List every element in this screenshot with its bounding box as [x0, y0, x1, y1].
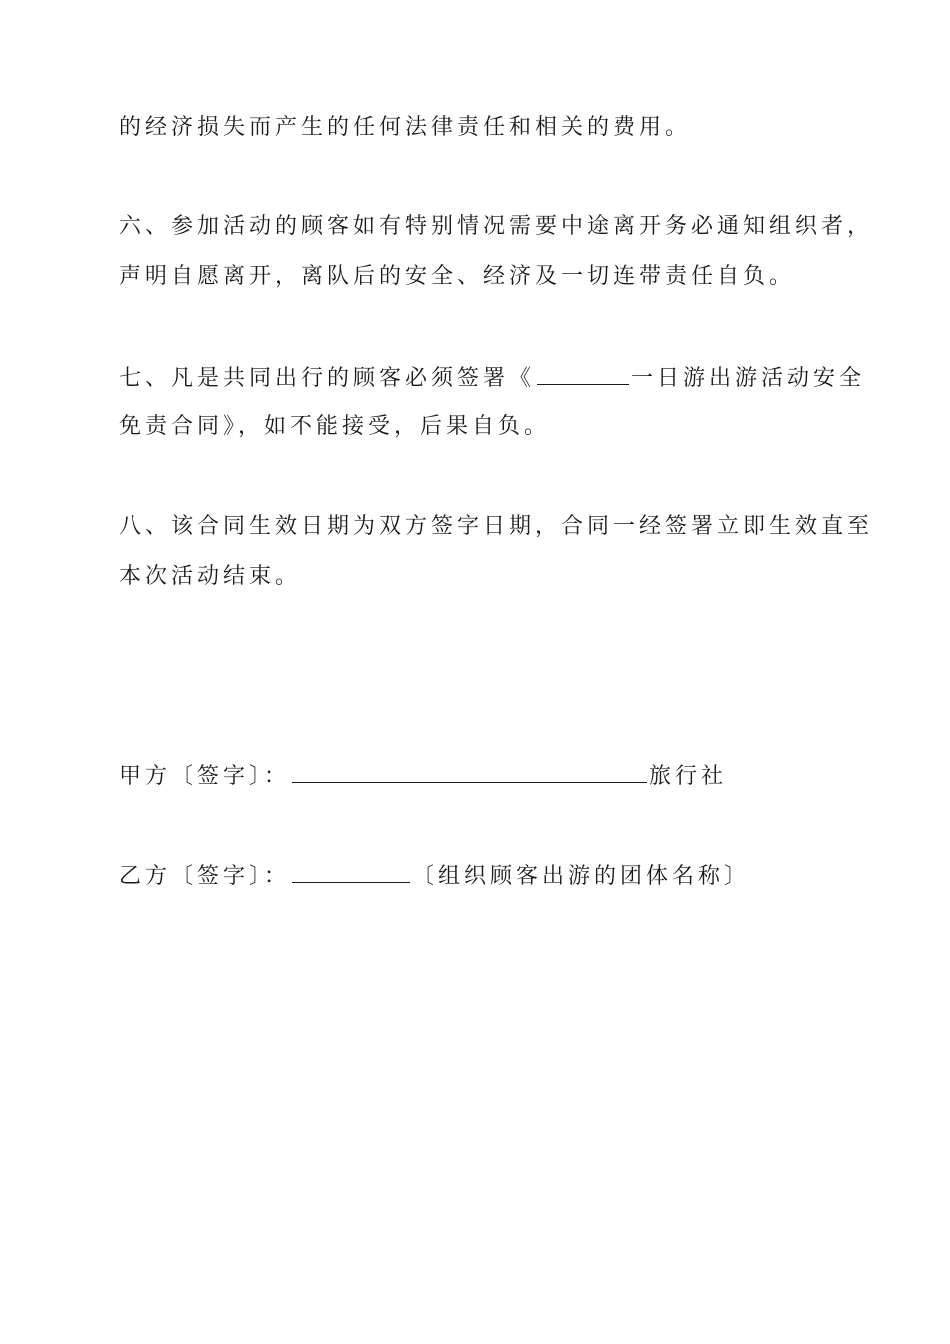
clause-5-tail-text: 的经济损失而产生的任何法律责任和相关的费用。	[119, 115, 692, 140]
party-a-signature-blank[interactable]	[292, 760, 647, 783]
clause-7-text-2: 免责合同》，如不能接受，后果自负。	[119, 414, 551, 439]
party-b-signature-line	[119, 860, 750, 890]
party-a-suffix: 旅行社	[649, 764, 728, 789]
clause-6-line-1	[119, 212, 873, 242]
contract-name-blank[interactable]	[537, 362, 629, 385]
clause-8-text-2: 本次活动结束。	[119, 564, 302, 589]
clause-8-text-1: 八、该合同生效日期为双方签字日期，合同一经签署立即生效直至	[119, 514, 874, 539]
clause-7-text-1b: 一日游出游活动安全	[631, 366, 866, 391]
clause-5-tail	[119, 113, 691, 143]
party-b-label: 乙方〔签字〕：	[119, 864, 291, 889]
party-b-signature-blank[interactable]	[292, 860, 410, 883]
party-a-label: 甲方〔签字〕：	[119, 764, 291, 789]
clause-7-line-1	[119, 362, 865, 392]
clause-6-line-2	[119, 262, 795, 292]
clause-8-line-2	[119, 562, 301, 592]
clause-7-line-2	[119, 412, 550, 442]
clause-7-text-1a: 七、凡是共同出行的顾客必须签署《	[119, 366, 536, 391]
clause-6-text-2: 声明自愿离开，离队后的安全、经济及一切连带责任自负。	[119, 264, 796, 289]
party-a-signature-line	[119, 760, 727, 790]
party-b-suffix: 〔组织顾客出游的团体名称〕	[412, 864, 751, 889]
clause-6-text-1: 六、参加活动的顾客如有特别情况需要中途离开务必通知组织者，	[119, 214, 874, 239]
clause-8-line-1	[119, 512, 873, 542]
